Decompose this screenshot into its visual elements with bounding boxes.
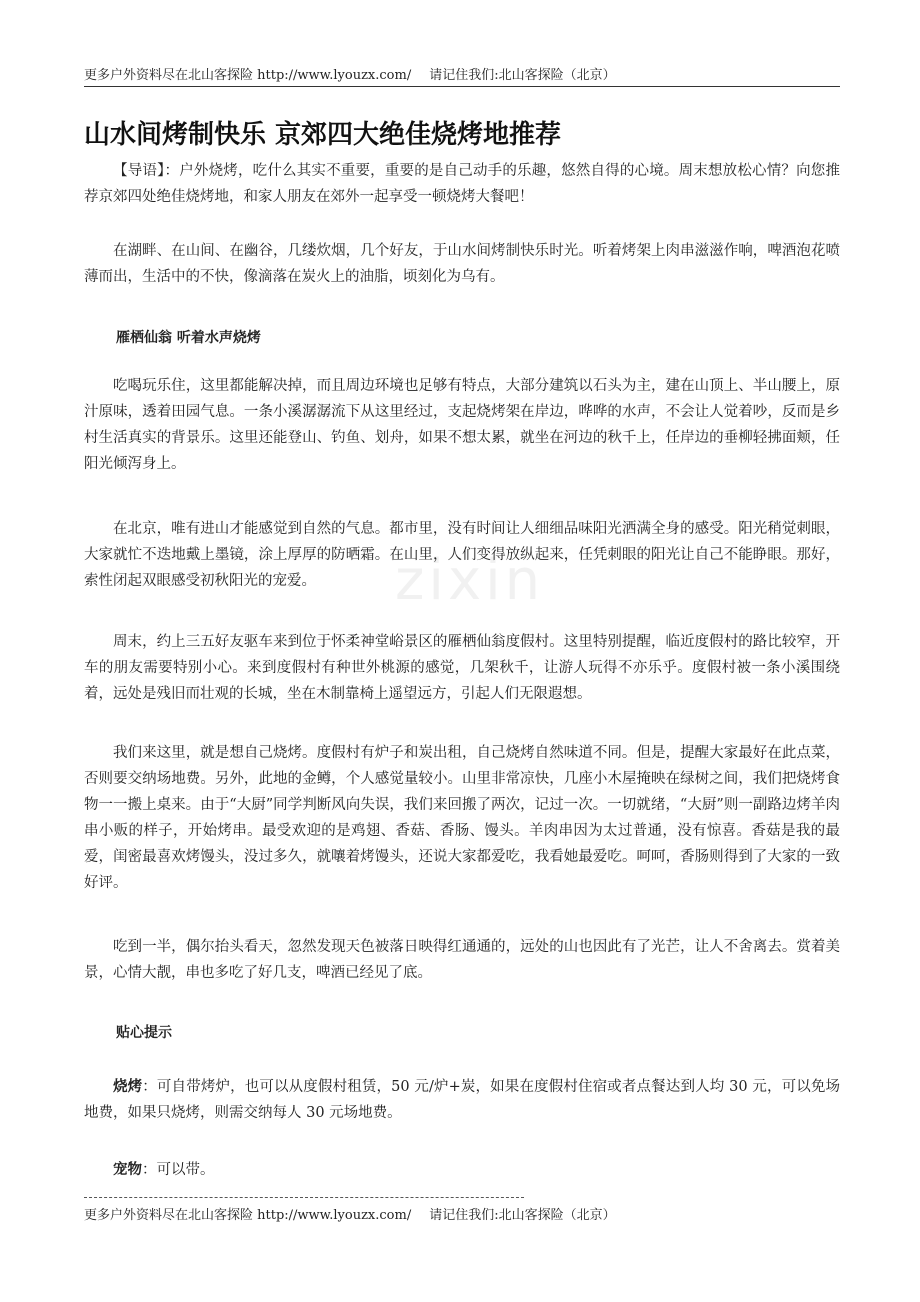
paragraph-1: 在湖畔、在山间、在幽谷，几缕炊烟，几个好友，于山水间烤制快乐时光。听着烤架上肉串滋滋作响，啤酒泡花喷薄而出，生活中的不快，像滴落在炭火上的油脂，顷刻化为乌有。 [84,243,840,285]
page-header [84,66,840,87]
tip-barbecue-label: 烧烤 [113,1079,143,1095]
tip-pets-text: ：可以带。 [142,1162,215,1178]
header-remember-text: 请记住我们:北山客探险（北京） [429,68,616,83]
paragraph-2: 吃喝玩乐住，这里都能解决掉，而且周边环境也足够有特点，大部分建筑以石头为主，建在山顶上、半山腰上，原汁原味，透着田园气息。一条小溪潺潺流下从这里经过，支起烧烤架在岸边，哗哗的水声，不会让人觉着吵，反而是乡村生活真实的背景乐。这里还能登山、钓鱼、划舟，如果不想太累，就坐在河边的秋千上，任岸边的垂柳轻拂面颊，任阳光倾泻身上。 [84,378,840,472]
footer-divider [84,1197,524,1198]
header-site-text: 更多户外资料尽在北山客探险 http://www.lyouzx.com/ [84,68,412,83]
paragraph-4: 周末，约上三五好友驱车来到位于怀柔神堂峪景区的雁栖仙翁度假村。这里特别提醒，临近度假村的路比较窄，开车的朋友需要特别小心。来到度假村有种世外桃源的感觉，几架秋千，让游人玩得不亦乐乎。度假村被一条小溪围绕着，远处是残旧而壮观的长城，坐在木制靠椅上遥望远方，引起人们无限遐想。 [84,634,840,702]
intro-paragraph: 【导语】：户外烧烤，吃什么其实不重要，重要的是自己动手的乐趣，悠然自得的心境。周末想放松心情？向您推荐京郊四处绝佳烧烤地，和家人朋友在郊外一起享受一顿烧烤大餐吧！ [84,163,840,205]
tip-pets [84,1157,840,1183]
watermark: zixin [395,548,545,613]
footer-remember-text: 请记住我们:北山客探险（北京） [429,1208,616,1223]
paragraph-6: 吃到一半，偶尔抬头看天，忽然发现天色被落日映得红通通的，远处的山也因此有了光芒，让人不舍离去。赏着美景，心情大靓，串也多吃了好几支，啤酒已经见了底。 [84,939,840,981]
tip-pets-label: 宠物 [113,1162,142,1178]
tip-barbecue [84,1074,840,1126]
footer-site-text: 更多户外资料尽在北山客探险 http://www.lyouzx.com/ [84,1208,412,1223]
page-footer [84,1206,840,1226]
paragraph-3: 在北京，唯有进山才能感觉到自然的气息。都市里，没有时间让人细细品味阳光洒满全身的感受。阳光稍觉刺眼，大家就忙不迭地戴上墨镜，涂上厚厚的防晒霜。在山里，人们变得放纵起来，任凭刺眼的阳光让自己不能睁眼。那好，索性闭起双眼感受初秋阳光的宠爱。 [84,521,840,589]
paragraph-5: 我们来这里，就是想自己烧烤。度假村有炉子和炭出租，自己烧烤自然味道不同。但是，提醒大家最好在此点菜，否则要交纳场地费。另外，此地的金鳟，个人感觉量较小。山里非常凉快，几座小木屋掩映在绿树之间，我们把烧烤食物一一搬上桌来。由于“大厨”同学判断风向失误，我们来回搬了两次，记过一次。一切就绪，“大厨”则一副路边烤羊肉串小贩的样子，开始烤串。最受欢迎的是鸡翅、香菇、香肠、馒头。羊肉串因为太过普通，没有惊喜。香菇是我的最爱，闺密最喜欢烤馒头，没过多久，就嚷着烤馒头，还说大家都爱吃，我看她最爱吃。呵呵，香肠则得到了大家的一致好评。 [84,745,840,891]
tip-barbecue-text: ：可自带烤炉，也可以从度假村租赁，50 元/炉+炭，如果在度假村住宿或者点餐达到人均 30 元，可以免场地费，如果只烧烤，则需交纳每人 30 元场地费。 [84,1079,841,1121]
section-heading-yanqi: 雁栖仙翁 听着水声烧烤 [116,330,261,346]
section-heading-tips: 贴心提示 [116,1025,172,1041]
article-title: 山水间烤制快乐 京郊四大绝佳烧烤地推荐 [84,120,562,150]
